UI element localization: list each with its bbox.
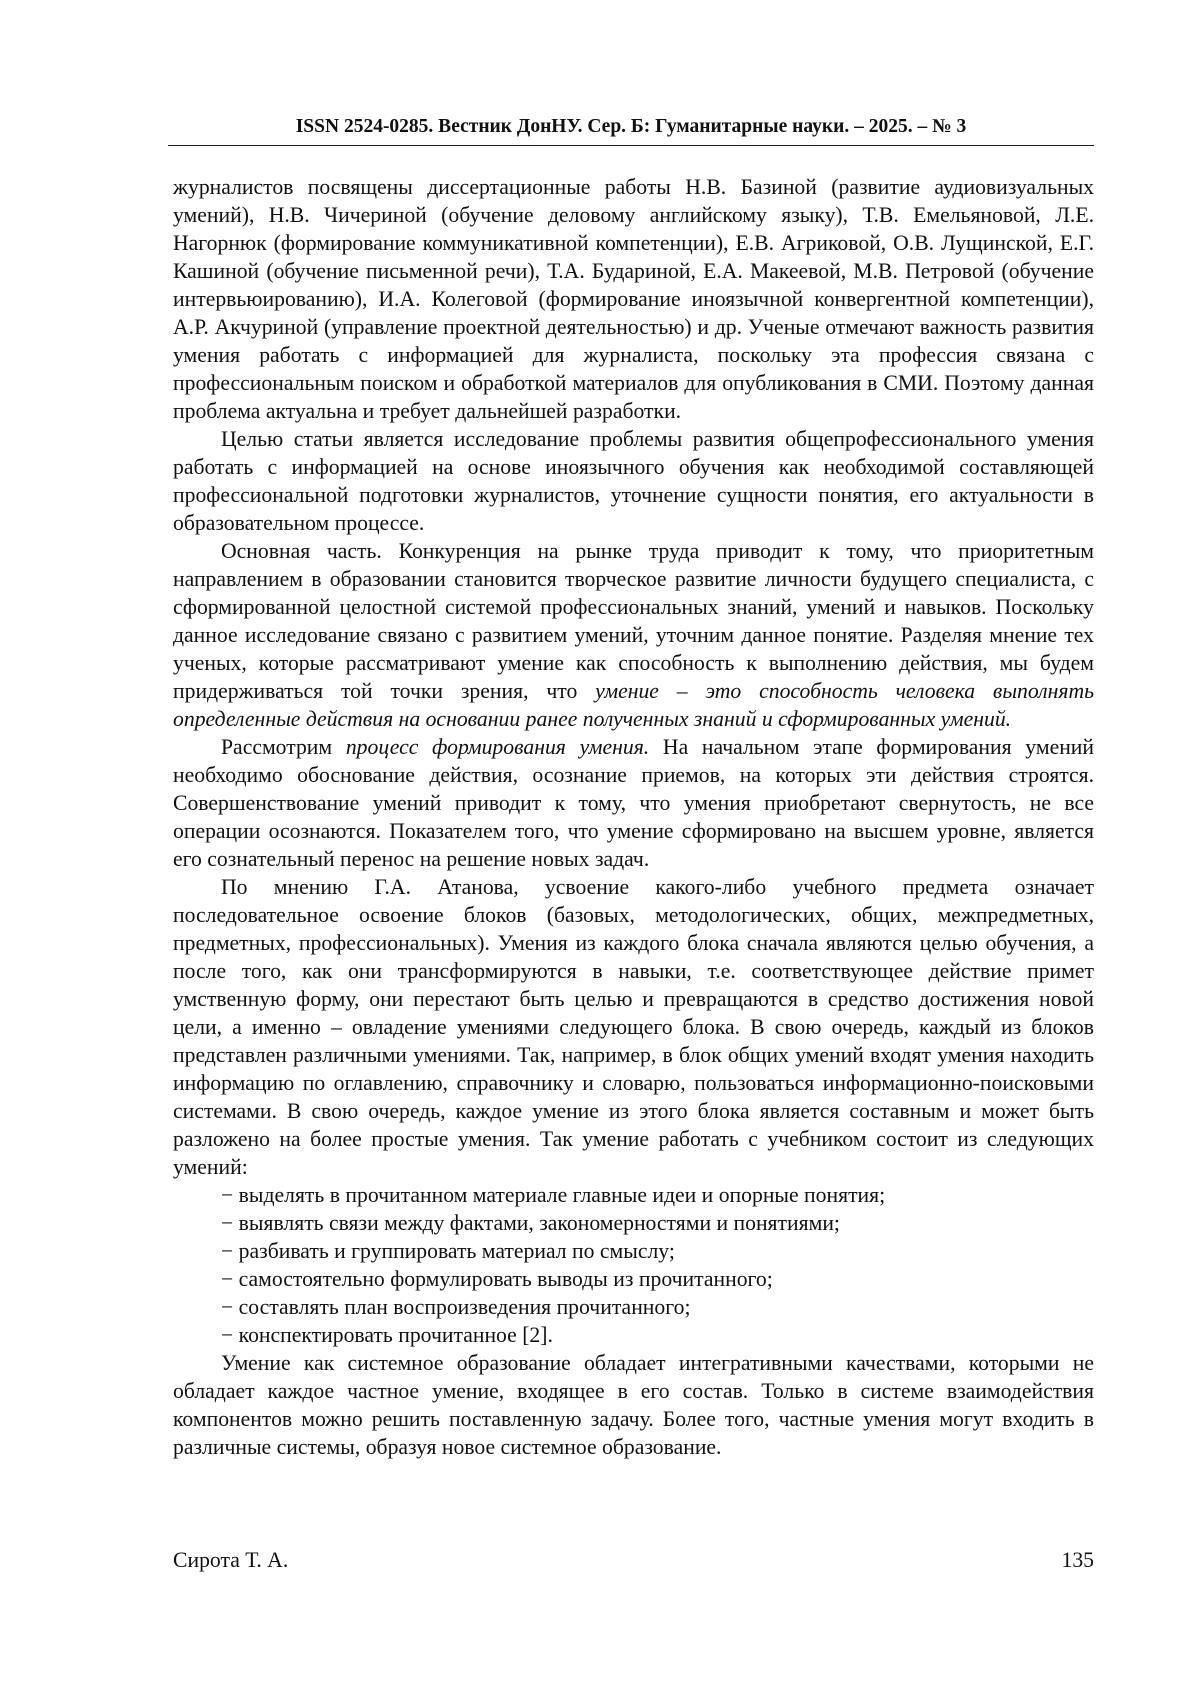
main-part-text: Основная часть. Конкуренция на рынке труда приводит к тому, что приоритетным направлением в образовании становится творческое развитие личности будущего специалиста, с сформированной целостной системой профессиональных знаний, умений и навыков. Поскольку данное исследование связано с развитием умений, уточним данное понятие. Разделяя мнение тех ученых, которые рассматривают умение как способность к выполнению действия, мы будем придерживаться той точки зрения, что <box>173 539 1094 703</box>
running-header-text: ISSN 2524-0285. Вестник ДонНУ. Сер. Б: Гуманитарные науки. – 2025. – № 3 <box>295 116 967 137</box>
skill-process-lead: Рассмотрим <box>221 735 333 759</box>
paragraph-atanov: По мнению Г.А. Атанова, усвоение какого-либо учебного предмета означает последовательное освоение блоков (базовых, методологических, общих, межпредметных, предметных, профессиональных). Умения из каждого блока сначала являются целью обучения, а после того, как они трансформируются в навыки, т.е. соответствующее действие примет умственную форму, они перестают быть целью и превращаются в средство достижения новой цели, а именно – овладение умениями следующего блока. В свою очередь, каждый из блоков представлен различными умениями. Так, например, в блок общих умений входят умения находить информацию по оглавлению, справочнику и словарю, пользоваться информационно-поисковыми системами. В свою очередь, каждое умение из этого блока является составным и может быть разложено на более простые умения. Так умение работать с учебником состоит из следующих умений: <box>173 875 1094 1179</box>
paragraph-aim: Целью статьи является исследование проблемы развития общепрофессионального умения работать с информацией на основе иноязычного обучения как необходимой составляющей профессиональной подготовки журналистов, уточнение сущности понятия, его актуальности в образовательном процессе. <box>173 427 1094 535</box>
page-number: 135 <box>1061 1548 1094 1572</box>
list-item: − составлять план воспроизведения прочитанного; <box>221 1295 691 1319</box>
footer-author: Сирота Т. А. <box>173 1548 289 1572</box>
skill-process-term: процесс формирования умения. <box>345 735 650 759</box>
list-item: − самостоятельно формулировать выводы из прочитанного; <box>221 1267 773 1291</box>
paragraph-main-part <box>173 537 1094 733</box>
paragraph-system: Умение как системное образование обладает интегративными качествами, которыми не обладает каждое частное умение, входящее в его состав. Только в системе взаимодействия компонентов можно решить поставленную задачу. Более того, частные умения могут входить в различные системы, образуя новое системное образование. <box>173 1351 1094 1459</box>
list-item: − конспектировать прочитанное [2]. <box>221 1323 553 1347</box>
list-item: − выделять в прочитанном материале главные идеи и опорные понятия; <box>221 1183 886 1207</box>
paragraph-skill-process <box>173 733 1094 873</box>
article-body <box>173 173 1094 1461</box>
skill-definition: умение – это способность человека выполнять определенные действия на основании ранее полученных знаний и сформированных умений. <box>173 679 1094 731</box>
skill-process-text: На начальном этапе формирования умений необходимо обоснование действия, осознание приемов, на которых эти действия строятся. Совершенствование умений приводит к тому, что умения приобретают свернутость, не все операции осознаются. Показателем того, что умение сформировано на высшем уровне, является его сознательный перенос на решение новых задач. <box>173 735 1095 871</box>
paragraph-dissertations: журналистов посвящены диссертационные работы Н.В. Базиной (развитие аудиовизуальных умений), Н.В. Чичериной (обучение деловому английскому языку), Т.В. Емельяновой, Л.Е. Нагорнюк (формирование коммуникативной компетенции), Е.В. Агриковой, О.В. Лущинской, Е.Г. Кашиной (обучение письменной речи), Т.А. Будариной, Е.А. Макеевой, М.В. Петровой (обучение интервьюированию), И.А. Колеговой (формирование иноязычной конвергентной компетенции), А.Р. Акчуриной (управление проектной деятельностью) и др. Ученые отмечают важность развития умения работать с информацией для журналиста, поскольку эта профессия связана с профессиональным поиском и обработкой материалов для опубликования в СМИ. Поэтому данная проблема актуальна и требует дальнейшей разработки. <box>173 175 1094 423</box>
running-header <box>168 114 1094 146</box>
page-footer <box>173 1546 1094 1574</box>
list-item: − разбивать и группировать материал по смыслу; <box>221 1239 675 1263</box>
list-item: − выявлять связи между фактами, закономерностями и понятиями; <box>221 1211 840 1235</box>
